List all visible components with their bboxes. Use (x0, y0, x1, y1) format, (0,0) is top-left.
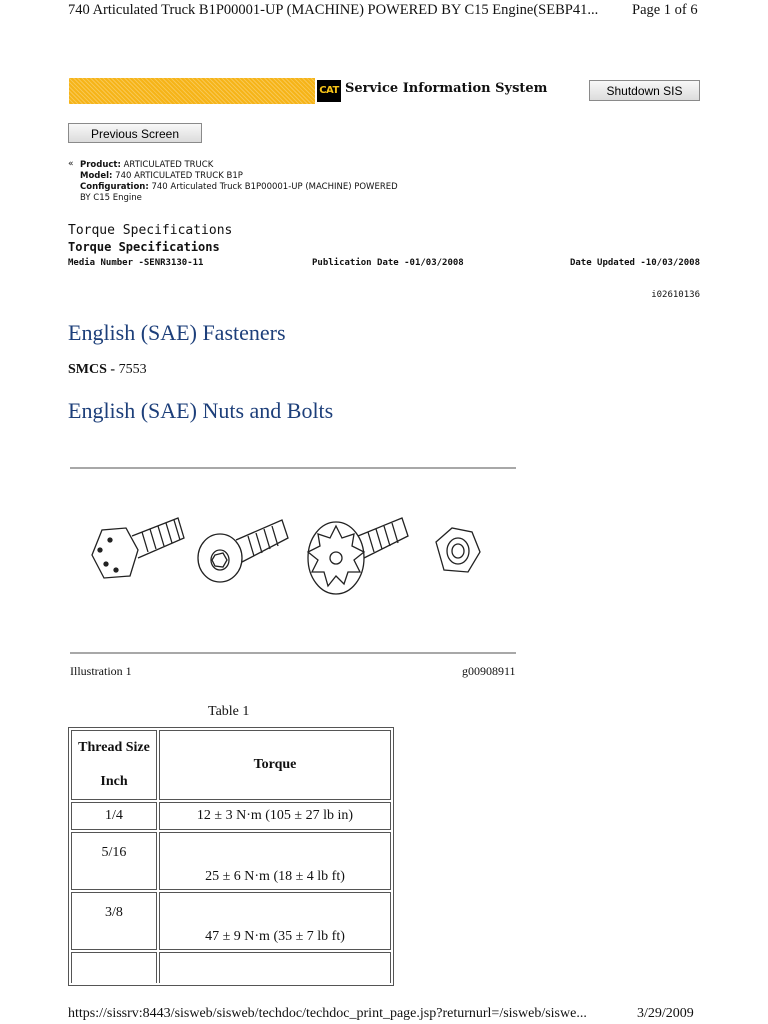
header-thread-size-line2: Inch (100, 774, 128, 789)
print-footer-date: 3/29/2009 (637, 1006, 694, 1021)
publication-date: Publication Date -01/03/2008 (312, 258, 464, 268)
document-id: i02610136 (651, 290, 700, 300)
sis-banner (69, 78, 700, 104)
socket-cap-screw-drawing (198, 520, 288, 582)
thread-size-cell: 3/8 (71, 892, 157, 950)
sis-title: Service Information System (345, 81, 548, 96)
illustration-top-rule (70, 467, 516, 469)
doc-subtitle: Torque Specifications (68, 240, 220, 254)
model-label: Model: (80, 171, 113, 181)
table-row (71, 832, 391, 890)
product-label: Product: (80, 160, 121, 170)
torque-cell: 25 ± 6 N·m (18 ± 4 lb ft) (159, 832, 391, 890)
illustration-label: Illustration 1 (70, 664, 132, 678)
smcs-label: SMCS - (68, 362, 119, 377)
heading-sae-nuts-bolts: English (SAE) Nuts and Bolts (68, 398, 334, 423)
table-header-row (71, 730, 391, 800)
doc-title: Torque Specifications (68, 223, 233, 238)
header-thread-size (71, 730, 157, 800)
model-value: 740 ARTICULATED TRUCK B1P (115, 171, 243, 181)
torque-cell: 12 ± 3 N·m (105 ± 27 lb in) (159, 802, 391, 830)
banner-hatch (69, 78, 315, 104)
torque-table (68, 727, 394, 986)
media-number: Media Number -SENR3130-11 (68, 258, 204, 268)
print-footer-url: https://sissrv:8443/sisweb/sisweb/techdoc/techdoc_print_page.jsp?returnurl=/sisweb/siswe... (68, 1006, 587, 1021)
shutdown-sis-button[interactable]: Shutdown SIS (589, 80, 700, 101)
product-info (68, 160, 398, 204)
table-caption: Table 1 (208, 704, 250, 719)
illustration-id: g00908911 (462, 664, 516, 678)
print-header-title: 740 Articulated Truck B1P00001-UP (MACHINE) POWERED BY C15 Engine(SEBP41... (68, 2, 599, 18)
hex-nut-drawing (436, 528, 480, 572)
product-value: ARTICULATED TRUCK (123, 160, 214, 170)
table-row (71, 802, 391, 830)
double-chevron-left-icon[interactable]: « (68, 159, 74, 169)
fastener-illustration (80, 500, 510, 610)
configuration-value: 740 Articulated Truck B1P00001-UP (MACHINE) POWERED (151, 182, 398, 192)
print-page-number: Page 1 of 6 (632, 2, 698, 18)
torque-cell: 47 ± 9 N·m (35 ± 7 lb ft) (159, 892, 391, 950)
previous-screen-button[interactable]: Previous Screen (68, 123, 202, 143)
thread-size-cell (71, 952, 157, 983)
header-torque: Torque (159, 730, 391, 800)
table-row (71, 952, 391, 983)
cat-logo: CAT (317, 80, 341, 102)
date-updated: Date Updated -10/03/2008 (569, 258, 700, 268)
header-thread-size-line1: Thread Size (78, 740, 150, 755)
hex-bolt-drawing (92, 518, 184, 578)
smcs-value: 7553 (118, 362, 147, 377)
thread-size-cell: 5/16 (71, 832, 157, 890)
configuration-label: Configuration: (80, 182, 149, 192)
smcs-code (68, 362, 147, 378)
twelve-point-bolt-drawing (308, 518, 408, 594)
heading-sae-fasteners: English (SAE) Fasteners (68, 320, 286, 345)
illustration-bottom-rule (70, 652, 516, 654)
torque-cell (159, 952, 391, 983)
table-row (71, 892, 391, 950)
thread-size-cell: 1/4 (71, 802, 157, 830)
configuration-value-cont: BY C15 Engine (80, 193, 142, 203)
